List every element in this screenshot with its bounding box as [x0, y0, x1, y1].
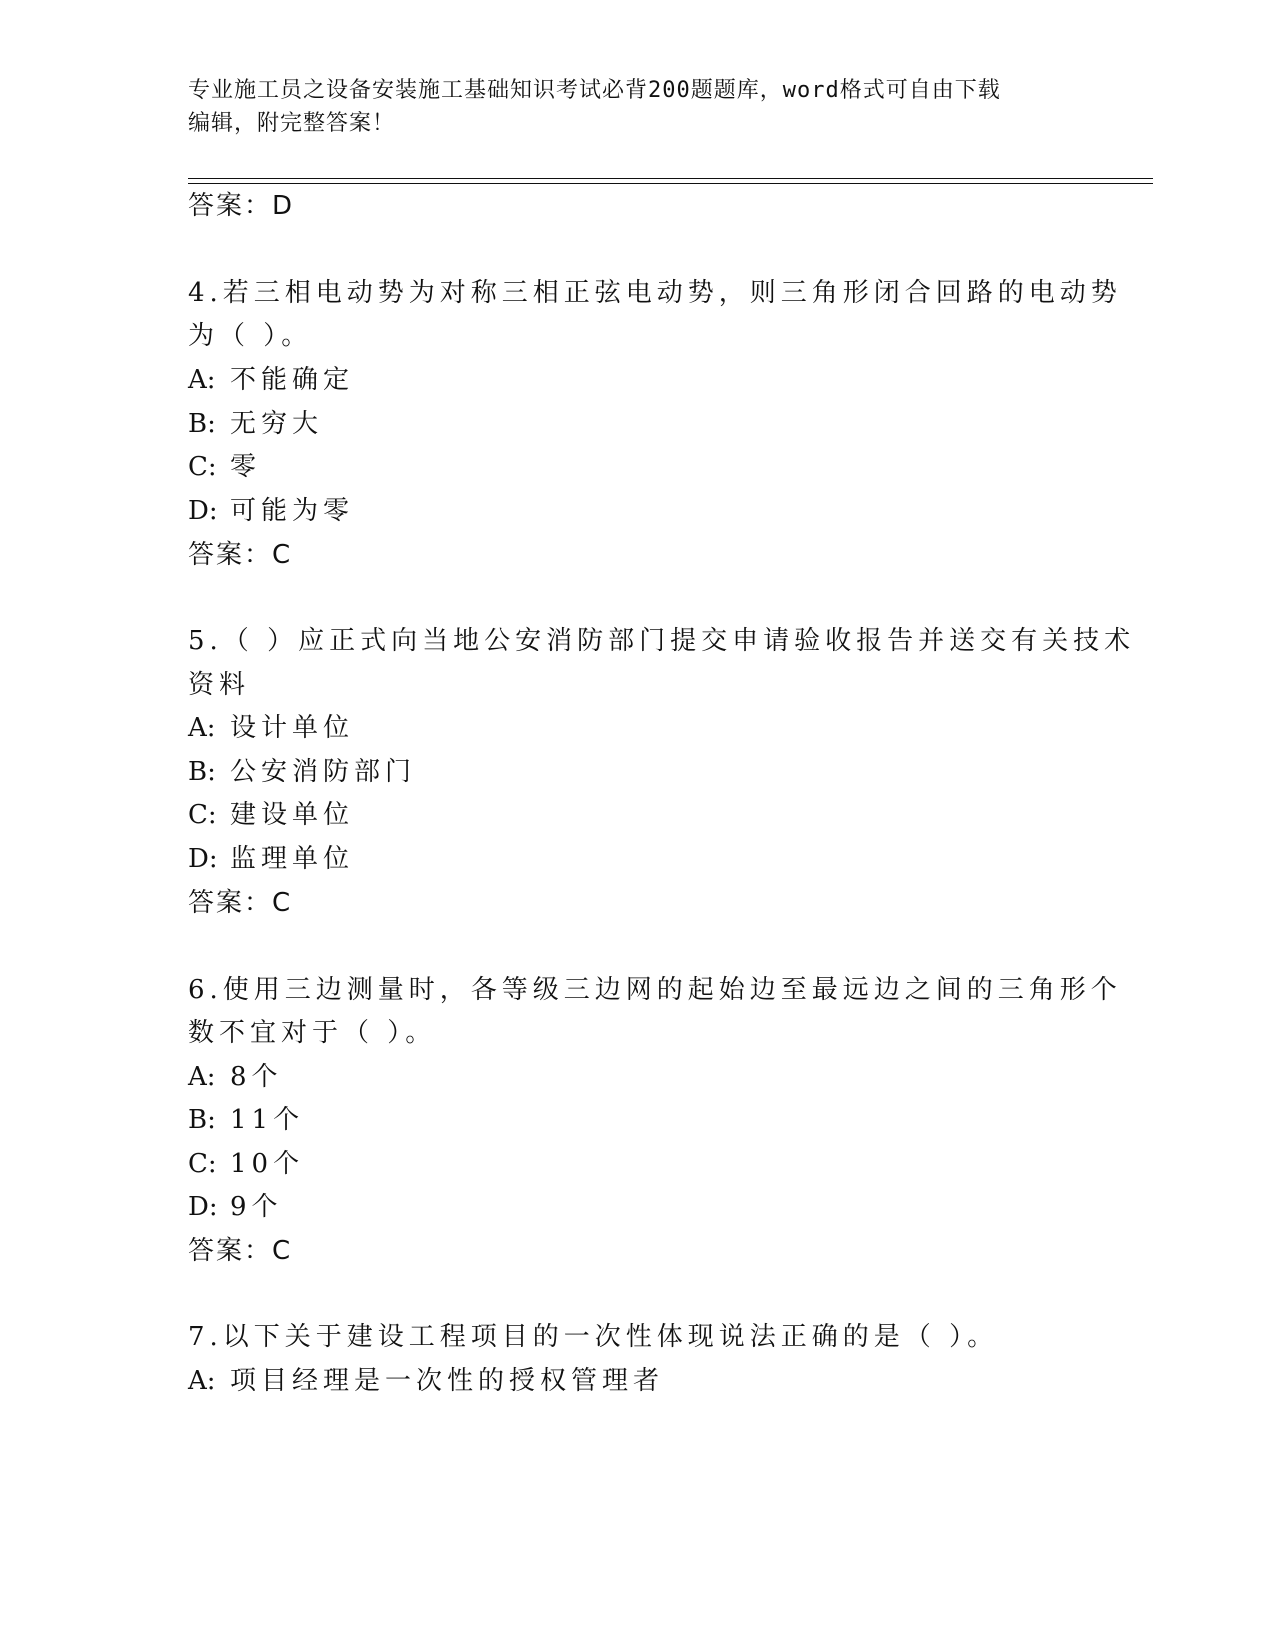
option-key: D: — [188, 1192, 218, 1222]
option-text: 零 — [230, 452, 262, 482]
question-4-option-c — [188, 449, 261, 485]
option-text: 监理单位 — [230, 844, 355, 874]
header-line-1: 专业施工员之设备安装施工基础知识考试必背200题题库，word格式可自由下载 — [188, 78, 1001, 103]
question-4-stem-line-1: 4.若三相电动势为对称三相正弦电动势，则三角形闭合回路的电动势 — [188, 278, 1122, 308]
question-7-stem-line-1: 7.以下关于建设工程项目的一次性体现说法正确的是（ ）。 — [188, 1322, 999, 1352]
option-text: 设计单位 — [230, 713, 355, 743]
question-6-stem-line-1: 6.使用三边测量时，各等级三边网的起始边至最远边之间的三角形个 — [188, 975, 1122, 1005]
option-key: D: — [188, 496, 218, 526]
option-key: A: — [188, 1062, 216, 1092]
option-text: 可能为零 — [230, 496, 355, 526]
option-key: A: — [188, 713, 216, 743]
previous-answer: 答案：D — [188, 191, 295, 221]
option-text: 无穷大 — [230, 409, 324, 439]
question-6-stem-line-2: 数不宜对于（ ）。 — [188, 1018, 437, 1048]
option-key: B: — [188, 1105, 216, 1135]
option-key: A: — [188, 365, 216, 395]
question-4-option-d — [188, 493, 354, 529]
option-text: 公安消防部门 — [230, 757, 417, 787]
option-text: 11个 — [230, 1105, 305, 1135]
question-4-answer: 答案：C — [188, 540, 293, 570]
question-7-option-a — [188, 1363, 664, 1399]
question-4-option-a — [188, 362, 354, 398]
option-text: 9个 — [230, 1192, 283, 1222]
document-header — [188, 74, 1068, 140]
option-key: C: — [188, 1149, 217, 1179]
question-5-option-d — [188, 841, 354, 877]
question-5-option-c — [188, 797, 354, 833]
option-text: 不能确定 — [230, 365, 355, 395]
question-5-option-a — [188, 710, 354, 746]
option-text: 项目经理是一次性的授权管理者 — [230, 1366, 665, 1396]
option-key: C: — [188, 800, 217, 830]
option-text: 10个 — [230, 1149, 305, 1179]
option-key: D: — [188, 844, 218, 874]
question-4-stem-line-2: 为（ ）。 — [188, 321, 313, 351]
option-key: C: — [188, 452, 217, 482]
question-5-stem-line-2: 资料 — [188, 670, 251, 700]
header-divider-top — [188, 178, 1153, 179]
question-6-option-a — [188, 1059, 283, 1095]
option-key: B: — [188, 757, 216, 787]
option-text: 建设单位 — [230, 800, 355, 830]
question-5-stem-line-1: 5.（ ）应正式向当地公安消防部门提交申请验收报告并送交有关技术 — [188, 626, 1136, 656]
question-6-answer: 答案：C — [188, 1236, 293, 1266]
question-5-option-b — [188, 754, 416, 790]
header-line-2: 编辑，附完整答案！ — [188, 111, 396, 136]
option-key: B: — [188, 409, 216, 439]
question-4-option-b — [188, 406, 323, 442]
question-6-option-b — [188, 1102, 304, 1138]
question-5-answer: 答案：C — [188, 888, 293, 918]
option-key: A: — [188, 1366, 216, 1396]
question-6-option-d — [188, 1189, 283, 1225]
option-text: 8个 — [230, 1062, 283, 1092]
question-6-option-c — [188, 1146, 304, 1182]
header-divider-bottom — [188, 183, 1153, 184]
